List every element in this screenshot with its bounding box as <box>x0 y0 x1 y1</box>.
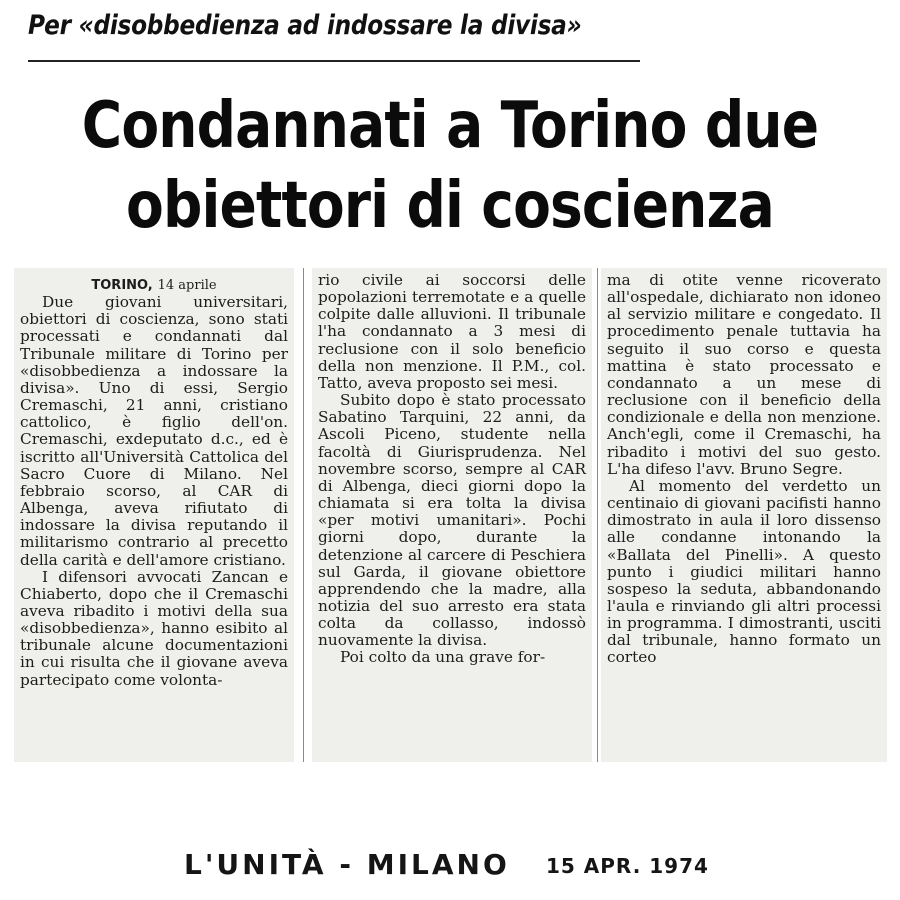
source-date-stamp: 15 APR. 1974 <box>546 854 709 878</box>
paragraph-4-continued: ma di otite venne ricoverato all'ospedale, dichiarato non idoneo al servizio militare e congedato. Il procedimento penale tuttavia ha seguito il suo corso e questa mattina è stato processato e condannato a un mese di reclusione con il beneficio della condizionale e della non menzione. Anch'egli, come il Cremaschi, ha ribadito i motivi del suo gesto. L'ha difeso l'avv. Bruno Segre. <box>607 271 881 478</box>
paragraph-2: I difensori avvocati Zancan e Chiaberto, dopo che il Cremaschi aveva ribadito i motivi della sua «disobbedienza», hanno esibito al tribunale alcune documentazioni in cui risulta che il giovane aveva partecipato come volonta- <box>20 567 288 689</box>
paragraph-1: Due giovani universitari, obiettori di coscienza, sono stati processati e condannati dal Tribunale militare di Torino per «disobbedienza a indossare la divisa». Uno di essi, Sergio Cremaschi, 21 anni, cristiano cattolico, è figlio dell'on. Cremaschi, exdeputato d.c., ed è iscritto all'Università Cattolica del Sacro Cuore di Milano. Nel febbraio scorso, al CAR di Albenga, aveva rifiutato di indossare la divisa reputando il militarismo contrario al precetto della carità e dell'amore cristiano. <box>20 293 288 569</box>
dateline <box>20 276 288 294</box>
dateline-date: 14 aprile <box>157 278 217 293</box>
column-1 <box>14 268 294 762</box>
source-newspaper: L'UNITÀ - MILANO <box>184 848 510 881</box>
paragraph-2-continued: rio civile ai soccorsi delle popolazioni terremotate e a quelle colpite dalle alluvioni. Il tribunale l'ha condannato a 3 mesi di reclusione con il solo beneficio della non menzione. Il P.M., col. Tatto, aveva proposto sei mesi. <box>318 271 586 392</box>
column-divider-2 <box>597 268 598 762</box>
column-divider-1 <box>303 268 304 762</box>
headline-line-1: Condannati a Torino due <box>81 89 819 163</box>
paragraph-5: Al momento del verdetto un centinaio di giovani pacifisti hanno dimostrato in aula il loro dissenso alle condanne intonando la «Ballata del Pinelli». A questo punto i giudici militari hanno sospeso la seduta, abbandonando l'aula e rinviando gli altri processi in programma. I dimostranti, usciti dal tribunale, hanno formato un corteo <box>607 476 881 667</box>
dateline-place: TORINO, <box>91 278 153 293</box>
headline <box>0 86 900 246</box>
paragraph-3: Subito dopo è stato processato Sabatino Tarquini, 22 anni, da Ascoli Piceno, studente nella facoltà di Giurisprudenza. Nel novembre scorso, sempre al CAR di Albenga, dieci giorni dopo la chiamata si era tolta la divisa «per motivi umanitari». Pochi giorni dopo, durante la detenzione al carcere di Peschiera sul Garda, il giovane obiettore apprendendo che la madre, alla notizia del suo arresto era stata colta da collasso, indossò nuovamente la divisa. <box>318 391 586 650</box>
column-2 <box>312 268 592 762</box>
kicker-rule <box>28 60 640 62</box>
column-3 <box>601 268 887 762</box>
paragraph-4-start: Poi colto da una grave for- <box>340 648 546 667</box>
kicker: Per «disobbedienza ad indossare la divisa» <box>28 10 582 41</box>
headline-line-2: obiettori di coscienza <box>126 169 774 243</box>
